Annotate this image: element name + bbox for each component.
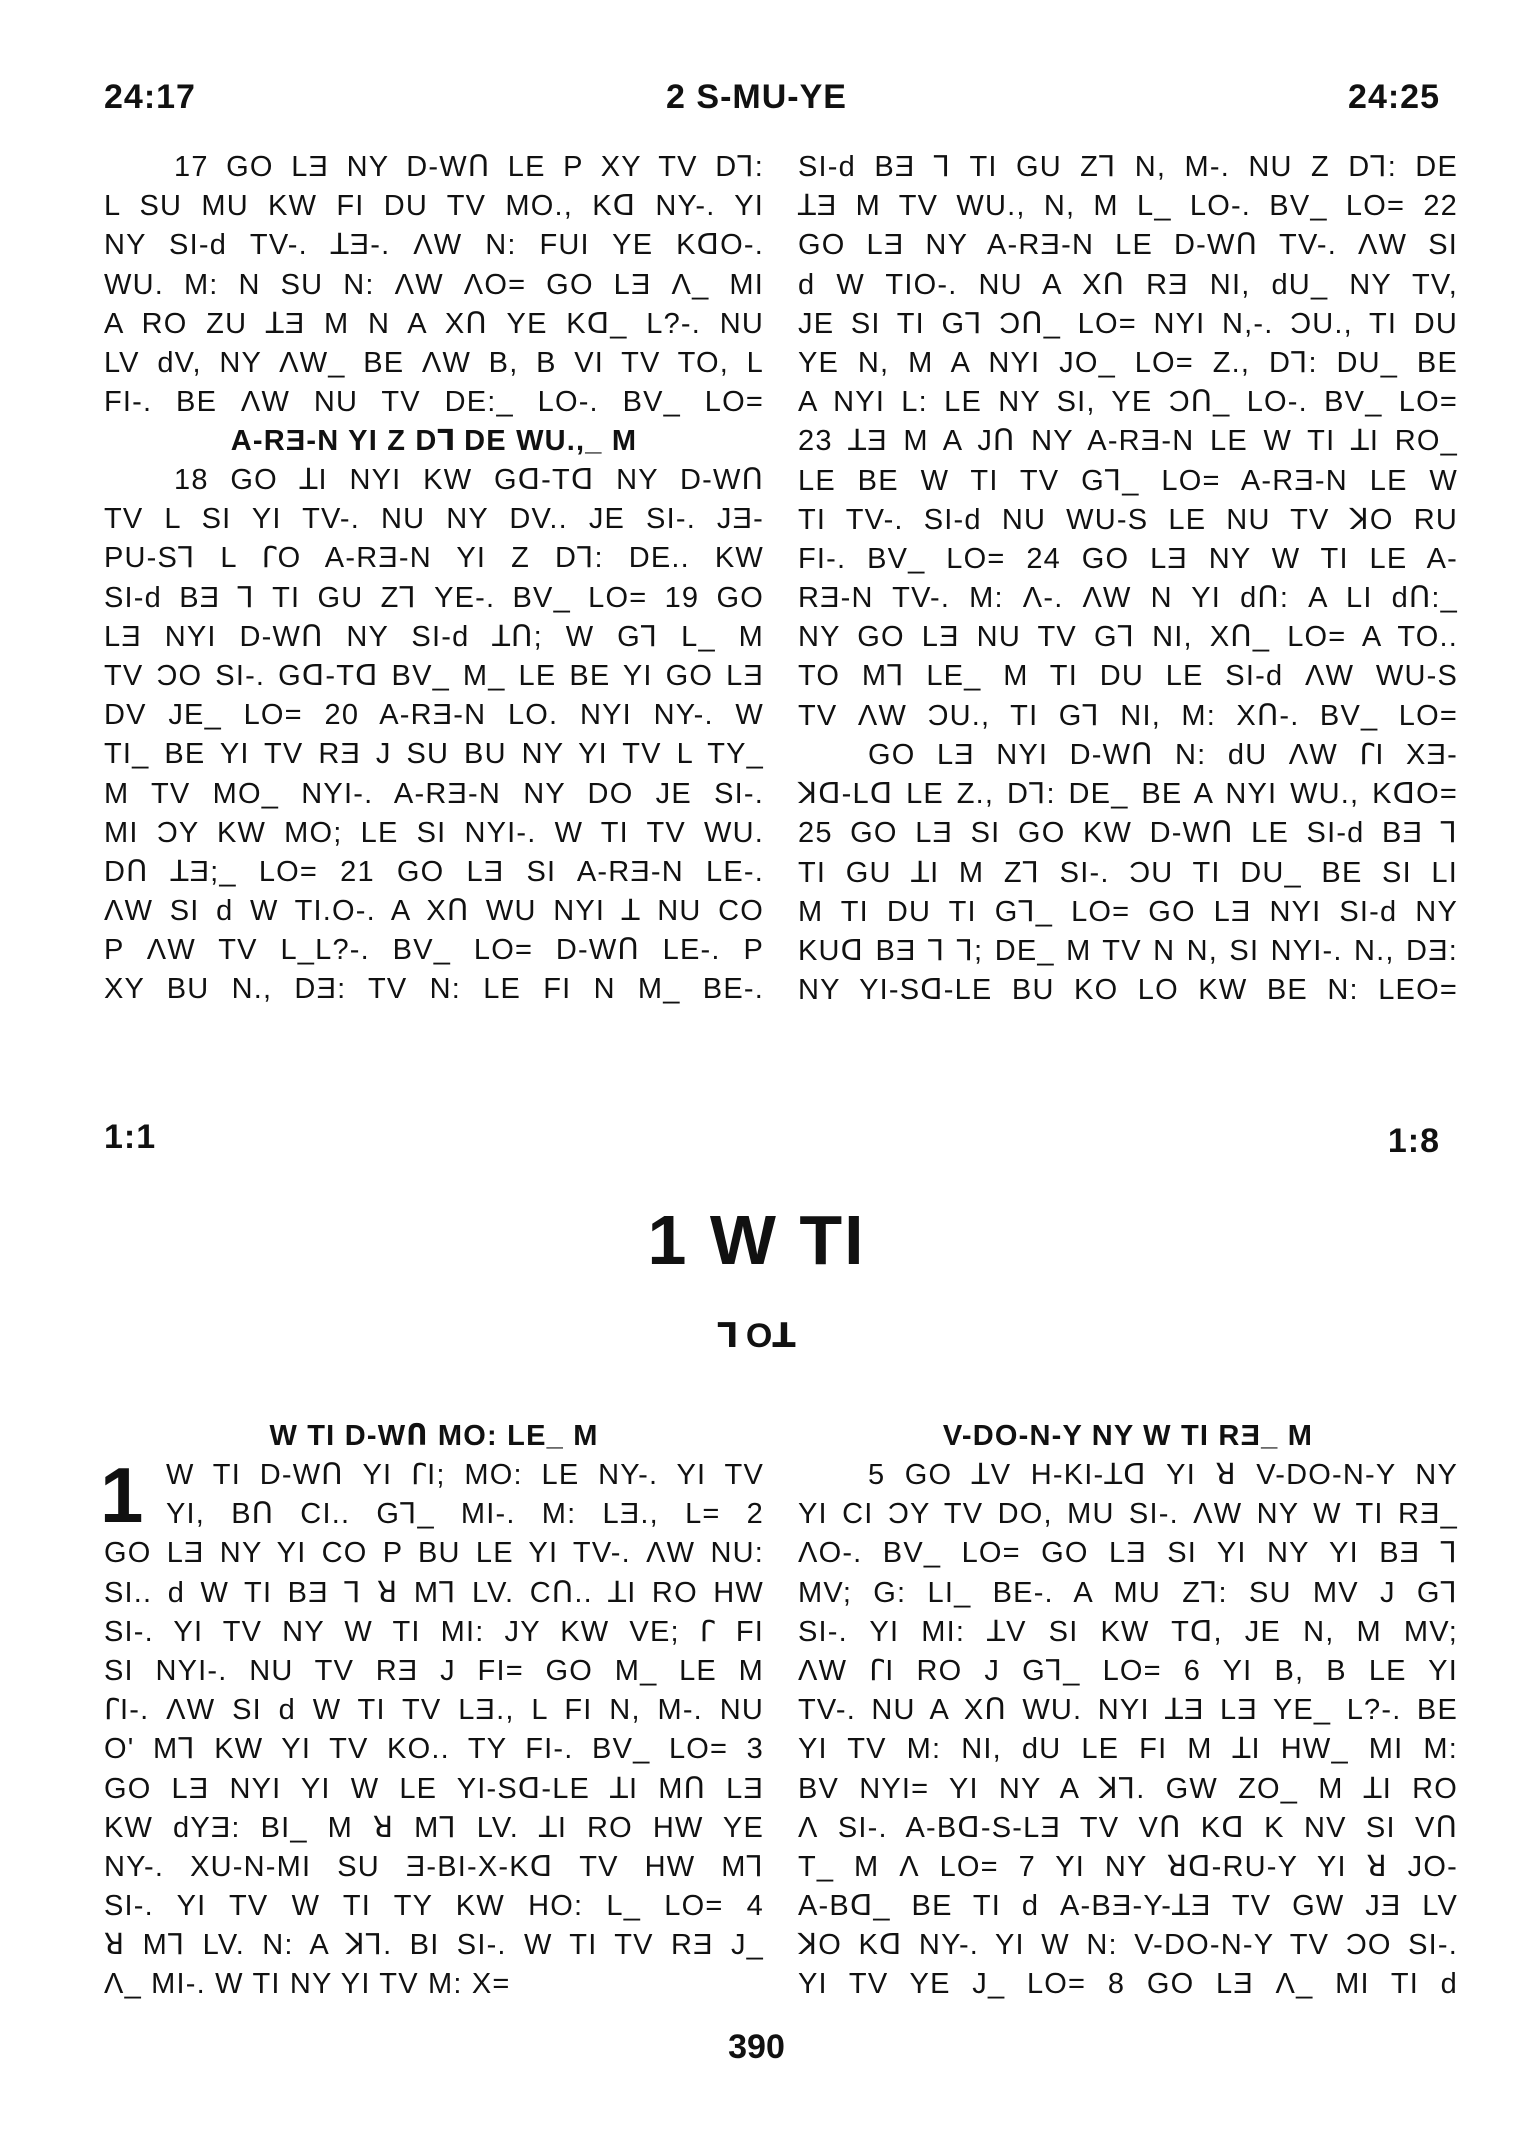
text-line: TI_ BE YI TV RƎ J SU BU NY YI TV L TY_ <box>104 738 764 771</box>
text-line: TV L SI YI TV-. NU NY DV.. JE SI-. JƎ- <box>104 503 764 536</box>
text-line: YI TV YE J_ LO= 8 GO LƎ Ʌ_ MI TI ԁ <box>798 1968 1458 2001</box>
text-line: YI TV M: NI, ԁU LE FI M ꓕI HW_ MI M: <box>798 1733 1458 1766</box>
text-line: FI-. BV_ LO= 24 GO LƎ NY W TI LE A- <box>798 542 1458 575</box>
text-line: NY GO LƎ NU TV Gꓶ NI, XՈ_ LO= A TO.. <box>798 621 1458 654</box>
chapter-label: ꓶ Oꓕ <box>717 1317 796 1355</box>
text-line: M TI DU TI Gꓶ_ LO= GO LƎ NYI SI-ԁ NY <box>798 895 1458 928</box>
text-line: Ʌ_ MI-. W TI NY YI TV M: X= <box>104 1968 511 2001</box>
text-line: ꓕƎ M TV WU., N, M L_ LO-. BV_ LO= 22 <box>798 190 1458 223</box>
text-line: YI, BՈ CI.. Gꓶ_ MI-. M: LƎ., L= 2 <box>166 1498 764 1531</box>
top-left-column <box>104 148 764 422</box>
section-heading: A-RƎ-N YI Z Dꓶ DE WU.,_ M <box>230 425 638 457</box>
top-left-heading-wrap <box>104 422 764 461</box>
text-line: TV-. NU A XՈ WU. NYI ꓕƎ LƎ YE_ L?-. BE <box>798 1694 1458 1727</box>
text-line: TI GU ꓕI M Zꓶ SI-. ƆU TI DU_ BE SI LI <box>798 856 1458 889</box>
page-number: 390 <box>728 2028 785 2066</box>
text-line: SI NYI-. NU TV RƎ J FI= GO M_ LE M <box>104 1654 764 1687</box>
text-line: PU-Sꓶ L ꓩO A-RƎ-N YI Z Dꓶ: DE.. KW <box>104 542 764 575</box>
text-line: XY BU N., DƎ: TV N: LE FI N M_ BE-. <box>104 973 764 1006</box>
chapter-ref-left: 24:17 <box>104 78 196 116</box>
text-line: LV ԁV, NY ɅW_ BE ɅW B, B VI TV TO, L <box>104 346 764 379</box>
text-line: T_ M Ʌ LO= 7 YI NY ꓤꓷ-RU-Y YI ꓤ JO- <box>798 1850 1458 1883</box>
top-right-column <box>798 148 1458 736</box>
text-line: M TV MO_ NYI-. A-RƎ-N NY DO JE SI-. <box>104 777 764 810</box>
text-line: NY-. XU-N-MI SU Ǝ-BI-X-Kꓷ TV HW Mꓶ <box>104 1850 764 1883</box>
text-line: P ɅW TV L_L?-. BV_ LO= D-WՈ LE-. P <box>104 934 764 967</box>
text-line: ԁ W TIO-. NU A XՈ RƎ NI, ԁU_ NY TV, <box>798 268 1458 301</box>
text-line: ɅO-. BV_ LO= GO LƎ SI YI NY YI BƎ ꓶ <box>798 1537 1458 1570</box>
text-line: SI.. ԁ W TI BƎ ꓶ ꓤ Mꓶ LV. CՈ.. ꓕI RO HW <box>104 1576 764 1609</box>
text-line: NY YI-Sꓷ-LE BU KO LO KW BE N: LEO= <box>798 974 1458 1007</box>
text-line: SI-. YI TV NY W TI MI: JY KW VE; ꓩ FI <box>104 1615 764 1648</box>
text-line: GO LƎ NYI D-WՈ N: ԁU ɅW ꓩI XƎ- <box>868 739 1458 771</box>
text-line: ꓤ Mꓶ LV. N: A ꓘꓶ. BI SI-. W TI TV RƎ J_ <box>104 1929 764 1962</box>
section-heading: V-DO-N-Y NY W TI RƎ_ M <box>942 1420 1314 1452</box>
text-line: YE N, M A NYI JO_ LO= Z., Dꓶ: DU_ BE <box>798 346 1458 379</box>
text-line: MV; G: LI_ BE-. A MU Zꓶ: SU MV J Gꓶ <box>798 1576 1458 1609</box>
text-line: TI TV-. SI-ԁ NU WU-S LE NU TV ꓘO RU <box>798 503 1458 536</box>
book-main-title: 1 W TI <box>647 1201 866 1279</box>
book-title: 2 S-MU-YE <box>666 78 847 116</box>
bottom-left-heading-wrap <box>104 1417 764 1456</box>
drop-cap: 1 <box>100 1451 144 1539</box>
text-line: O' Mꓶ KW YI TV KO.. TY FI-. BV_ LO= 3 <box>104 1733 764 1766</box>
text-line: JE SI TI Gꓶ ƆՈ_ LO= NYI N,-. ƆU., TI DU <box>798 307 1458 340</box>
text-line: 5 GO ꓕV H-KI-ꓕꓷ YI ꓤ V-DO-N-Y NY <box>868 1459 1458 1491</box>
text-line: L SU MU KW FI DU TV MO., Kꓷ NY-. YI <box>104 190 764 223</box>
bottom-left-column <box>104 1456 764 2005</box>
top-right-column-continued <box>798 736 1458 1010</box>
text-line: SI-. YI MI: ꓕV SI KW Tꓷ, JE N, M MV; <box>798 1615 1458 1648</box>
text-line: 25 GO LƎ SI GO KW D-WՈ LE SI-ԁ BƎ ꓶ <box>798 817 1458 850</box>
top-left-column-continued <box>104 461 764 1010</box>
text-line: TV ƆO SI-. Gꓷ-Tꓷ BV_ M_ LE BE YI GO LƎ <box>104 659 764 692</box>
text-line: LƎ NYI D-WՈ NY SI-ԁ ꓕՈ; W Gꓶ L_ M <box>104 620 764 653</box>
section-heading: W TI D-WՈ MO: LE_ M <box>269 1420 599 1452</box>
text-line: 17 GO LƎ NY D-WՈ LE P XY TV Dꓶ: <box>174 151 764 183</box>
text-line: ɅW ꓩI RO J Gꓶ_ LO= 6 YI B, B LE YI <box>798 1654 1458 1687</box>
text-line: ꓘꓷ-Lꓷ LE Z., Dꓶ: DE_ BE A NYI WU., KꓷO= <box>798 778 1458 811</box>
text-line: GO LƎ NYI YI W LE YI-Sꓷ-LE ꓕI MՈ LƎ <box>104 1772 764 1805</box>
text-line: SI-ԁ BƎ ꓶ TI GU Zꓶ N, M-. NU Z Dꓶ: DE <box>798 151 1458 183</box>
text-line: SI-ԁ BƎ ꓶ TI GU Zꓶ YE-. BV_ LO= 19 GO <box>104 581 764 614</box>
text-line: DՈ ꓕƎ;_ LO= 21 GO LƎ SI A-RƎ-N LE-. <box>104 855 764 888</box>
text-line: ꓘO Kꓷ NY-. YI W N: V-DO-N-Y TV ƆO SI-. <box>798 1929 1458 1962</box>
text-line: A-Bꓷ_ BE TI ԁ A-BƎ-Y-ꓕƎ TV GW JƎ LV <box>798 1890 1458 1923</box>
bottom-right-heading-wrap <box>798 1417 1458 1456</box>
text-line: KUꓷ BƎ ꓶ ꓶ; DE_ M TV N N, SI NYI-. N., DƎ: <box>798 934 1458 967</box>
text-line: A NYI L: LE NY SI, YE ƆՈ_ LO-. BV_ LO= <box>798 386 1458 419</box>
text-line: YI CI ƆY TV DO, MU SI-. ɅW NY W TI RƎ_ <box>798 1498 1458 1531</box>
bottom-right-column <box>798 1456 1458 2005</box>
text-line: TO Mꓶ LE_ M TI DU LE SI-ԁ ɅW WU-S <box>798 660 1458 693</box>
text-line: NY SI-ԁ TV-. ꓕƎ-. ɅW N: FUI YE KꓷO-. <box>104 229 764 262</box>
text-line: 23 ꓕƎ M A JՈ NY A-RƎ-N LE W TI ꓕI RO_ <box>798 425 1458 458</box>
text-line: WU. M: N SU N: ɅW ɅO= GO LƎ Ʌ_ MI <box>104 268 764 301</box>
text-line: GO LƎ NY A-RƎ-N LE D-WՈ TV-. ɅW SI <box>798 229 1458 262</box>
text-line: KW ԁYƎ: BI_ M ꓤ Mꓶ LV. ꓕI RO HW YE <box>104 1811 764 1844</box>
text-line: ɅW SI ԁ W TI.O-. A XՈ WU NYI ꓕ NU CO <box>104 895 764 928</box>
text-line: Ʌ SI-. A-Bꓷ-S-LƎ TV VՈ Kꓷ K NV SI VՈ <box>798 1811 1458 1844</box>
text-line: ꓩI-. ɅW SI ԁ W TI TV LƎ., L FI N, M-. NU <box>104 1694 764 1727</box>
lower-ref-left: 1:1 <box>104 1118 157 1156</box>
text-line: W TI D-WՈ YI ꓩI; MO: LE NY-. YI TV <box>166 1459 764 1491</box>
text-line: BV NYI= YI NY A ꓘꓶ. GW ZO_ M ꓕI RO <box>798 1772 1458 1805</box>
text-line: MI ƆY KW MO; LE SI NYI-. W TI TV WU. <box>104 816 764 849</box>
text-line: LE BE W TI TV Gꓶ_ LO= A-RƎ-N LE W <box>798 464 1458 497</box>
text-line: DV JE_ LO= 20 A-RƎ-N LO. NYI NY-. W <box>104 699 764 732</box>
lower-ref-right: 1:8 <box>1387 1122 1440 1160</box>
text-line: GO LƎ NY YI CO P BU LE YI TV-. ɅW NU: <box>104 1537 764 1570</box>
text-line: RƎ-N TV-. M: Ʌ-. ɅW N YI ԁՈ: A LI ԁՈ:_ <box>798 582 1458 615</box>
chapter-ref-right: 24:25 <box>1348 78 1440 116</box>
text-line: TV ɅW ƆU., TI Gꓶ NI, M: XՈ-. BV_ LO= <box>798 699 1458 732</box>
text-line: SI-. YI TV W TI TY KW HO: L_ LO= 4 <box>104 1890 764 1923</box>
text-line: FI-. BE ɅW NU TV DE:_ LO-. BV_ LO= <box>104 386 764 419</box>
text-line: 18 GO ꓕI NYI KW Gꓷ-Tꓷ NY D-WՈ <box>174 464 764 496</box>
text-line: A RO ZU ꓕƎ M N A XՈ YE Kꓷ_ L?-. NU <box>104 307 764 340</box>
